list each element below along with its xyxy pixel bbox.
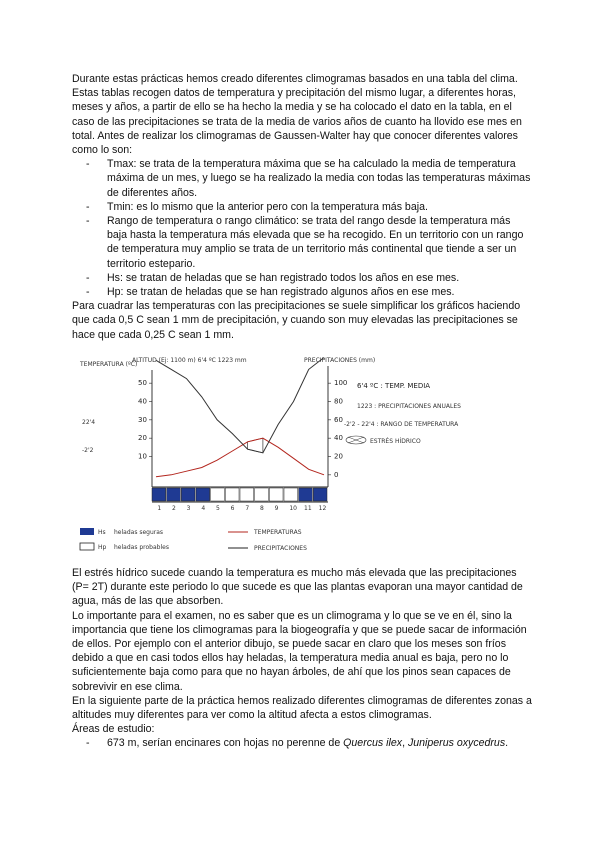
note-rango: -2'2 - 22'4 : RANGO DE TEMPERATURA bbox=[344, 421, 459, 428]
month-label: 10 bbox=[289, 505, 297, 512]
month-label: 6 bbox=[230, 505, 235, 512]
left-tick-label: 20 bbox=[138, 434, 147, 443]
note-temp-media: 6'4 ºC : TEMP. MEDIA bbox=[357, 382, 431, 390]
legend-temp-label: TEMPERATURAS bbox=[254, 529, 302, 536]
def-rango: Rango de temperatura o rango climático: se trata del rango desde la temperatura más baja hasta la temperatura más elevada que se ha recogido. En un territorio con un rango de temperatura muy amplio se trata de un territorio más continental que tiende a ser un territorio estepario. bbox=[107, 215, 524, 270]
def-hs: Hs: se tratan de heladas que se han registrado todos los años en ese mes. bbox=[107, 271, 460, 284]
def-hp: Hp: se tratan de heladas que se han registrado algunos años en ese mes. bbox=[107, 286, 455, 299]
right-tick-label: 0 bbox=[334, 470, 339, 479]
left-tick-label: 40 bbox=[138, 397, 147, 406]
right-tick-label: 80 bbox=[334, 397, 343, 406]
helada-month-box bbox=[284, 488, 298, 501]
helada-month-box bbox=[269, 488, 283, 501]
species-quercus: Quercus ilex bbox=[343, 737, 403, 750]
note-estres: ESTRÉS HÍDRICO bbox=[370, 438, 421, 445]
right-tick-label: 40 bbox=[334, 434, 343, 443]
right-tick-label: 100 bbox=[334, 379, 348, 388]
text-block-top bbox=[72, 72, 532, 342]
ylabel-left: TEMPERATURA (ºC) bbox=[80, 361, 138, 368]
legend-hp-label: heladas probables bbox=[114, 544, 169, 551]
helada-month-box bbox=[240, 488, 254, 501]
examen-paragraph: Lo importante para el examen, no es saber que es un climograma y lo que se ve en él, sino la importancia que tiene los climogramas para la biogeografía y que se puede sacar de información de ellos. Por ejemplo con el anterior dibujo, se puede sacar en claro que los meses son fríos debido a que en casi todos ellos hay heladas, la temperatura media anual es baja, pero no lo suficientemente baja como para que no hayan árboles, de ahí que los pinos sean capaces de sobrevivir en ese clima. bbox=[72, 609, 527, 693]
def-tmax: Tmax: se trata de la temperatura máxima que se ha calculado la media de temperatura máxima de un mes, y luego se ha realizado la media con todas las temperaturas máximas de diferentes años. bbox=[107, 158, 531, 199]
legend-hs-swatch bbox=[80, 528, 94, 535]
estres-paragraph: El estrés hídrico sucede cuando la temperatura es mucho más elevada que las precipitaciones (P= 2T) durante este periodo lo que sucede es que las plantas evaporan una mayor cantidad de agua, más de las que absorben. bbox=[72, 567, 523, 608]
helada-month-box bbox=[152, 488, 166, 501]
list-item: - Tmax: se trata de la temperatura máxima que se ha calculado la media de temperatura máxima de un mes, y luego se ha realizado la media con todas las temperaturas máximas de diferentes años. bbox=[86, 158, 531, 199]
list-item: - Hp: se tratan de heladas que se han registrado algunos años en ese mes. bbox=[86, 286, 455, 299]
siguiente-paragraph: En la siguiente parte de la práctica hemos realizado diferentes climogramas de diferentes zonas a altitudes muy diferentes para ver como la altitud afecta a estos climogramas. bbox=[72, 694, 532, 722]
left-ticks bbox=[138, 379, 152, 460]
month-label: 11 bbox=[304, 505, 312, 512]
text-block-bottom bbox=[72, 566, 532, 751]
right-tick-label: 60 bbox=[334, 415, 343, 424]
ylabel-right: PRECIPITACIONES (mm) bbox=[304, 357, 376, 364]
helada-month-box bbox=[196, 488, 210, 501]
month-labels bbox=[157, 505, 326, 512]
right-tick-label: 20 bbox=[334, 452, 343, 461]
month-label: 4 bbox=[201, 505, 206, 512]
month-label: 7 bbox=[245, 505, 250, 512]
helada-strip bbox=[152, 488, 327, 501]
helada-month-box bbox=[255, 488, 269, 501]
left-tick-label: 30 bbox=[138, 415, 147, 424]
left-tick-label: 50 bbox=[138, 379, 147, 388]
legend-hs-label: heladas seguras bbox=[114, 529, 164, 536]
chart-title: ALTITUD (Ej: 1100 m) 6'4 ºC 1223 mm bbox=[132, 357, 247, 364]
list-item: - Tmin: es lo mismo que la anterior pero con la temperatura más baja. bbox=[86, 200, 428, 213]
helada-month-box bbox=[313, 488, 327, 501]
month-label: 9 bbox=[274, 505, 279, 512]
definitions-list bbox=[72, 157, 532, 299]
month-label: 12 bbox=[318, 505, 327, 512]
helada-month-box bbox=[225, 488, 239, 501]
helada-month-box bbox=[181, 488, 195, 501]
note-precip-anuales: 1223 : PRECIPITACIONES ANUALES bbox=[357, 403, 461, 410]
area-end: . bbox=[505, 737, 509, 750]
estres-hidrico-legend-mark bbox=[346, 436, 366, 444]
left-extra-max: 22'4 bbox=[82, 419, 96, 426]
legend-hp-swatch bbox=[80, 543, 94, 550]
month-label: 1 bbox=[157, 505, 162, 512]
climograma-chart bbox=[72, 352, 472, 562]
intro-paragraph: Durante estas prácticas hemos creado diferentes climogramas basados en una tabla del clima. Estas tablas recogen datos de temperatura y precipitación del mismo lugar, a diferentes horas, meses y años, a partir de ello se ha hecho la media y se ha colocado el dato en la tabla, en el caso de las precipitaciones se trata de la media de varios años de cuanto ha llovido ese mes en total. Antes de realizar los climogramas de Gaussen-Walter hay que conocer diferentes valores como lo son: bbox=[72, 73, 522, 157]
helada-month-box bbox=[211, 488, 225, 501]
legend-prec-label: PRECIPITACIONES bbox=[254, 545, 307, 552]
month-label: 3 bbox=[186, 505, 191, 512]
scale-paragraph: Para cuadrar las temperaturas con las precipitaciones se suele simplificar los gráficos haciendo que cada 0,5 C sean 1 mm de precipitación, y cuando son muy elevadas las precipitaciones se hace que cada 0,25 C sean 1 mm. bbox=[72, 300, 521, 341]
list-item: - Hs: se tratan de heladas que se han registrado todos los años en ese mes. bbox=[86, 271, 460, 284]
month-label: 2 bbox=[172, 505, 176, 512]
precipitation-line bbox=[156, 358, 324, 453]
right-ticks bbox=[328, 379, 347, 479]
month-label: 8 bbox=[260, 505, 264, 512]
area-sep: , bbox=[402, 737, 408, 750]
species-juniperus: Juniperus oxycedrus bbox=[407, 737, 506, 750]
helada-month-box bbox=[167, 488, 181, 501]
list-item: - Rango de temperatura o rango climático: se trata del rango desde la temperatura más baja hasta la temperatura más elevada que se ha recogido. En un territorio con un rango de temperatura muy amplio se trata de un territorio más continental que tiende a ser un territorio estepario. bbox=[86, 215, 524, 270]
left-tick-label: 10 bbox=[138, 452, 147, 461]
temperature-line bbox=[156, 438, 324, 477]
area-prefix: 673 m, serían encinares con hojas no perenne de bbox=[107, 737, 344, 750]
month-label: 5 bbox=[216, 505, 220, 512]
left-extra-min: -2'2 bbox=[82, 447, 94, 454]
legend-hs-code: Hs bbox=[98, 529, 106, 536]
areas-heading: Áreas de estudio: bbox=[72, 723, 155, 736]
def-tmin: Tmin: es lo mismo que la anterior pero con la temperatura más baja. bbox=[107, 200, 428, 213]
areas-list bbox=[72, 736, 532, 750]
helada-month-box bbox=[299, 488, 313, 501]
list-item: - 673 m, serían encinares con hojas no perenne de Quercus ilex, Juniperus oxycedrus. bbox=[86, 737, 509, 750]
legend-hp-code: Hp bbox=[98, 544, 107, 551]
